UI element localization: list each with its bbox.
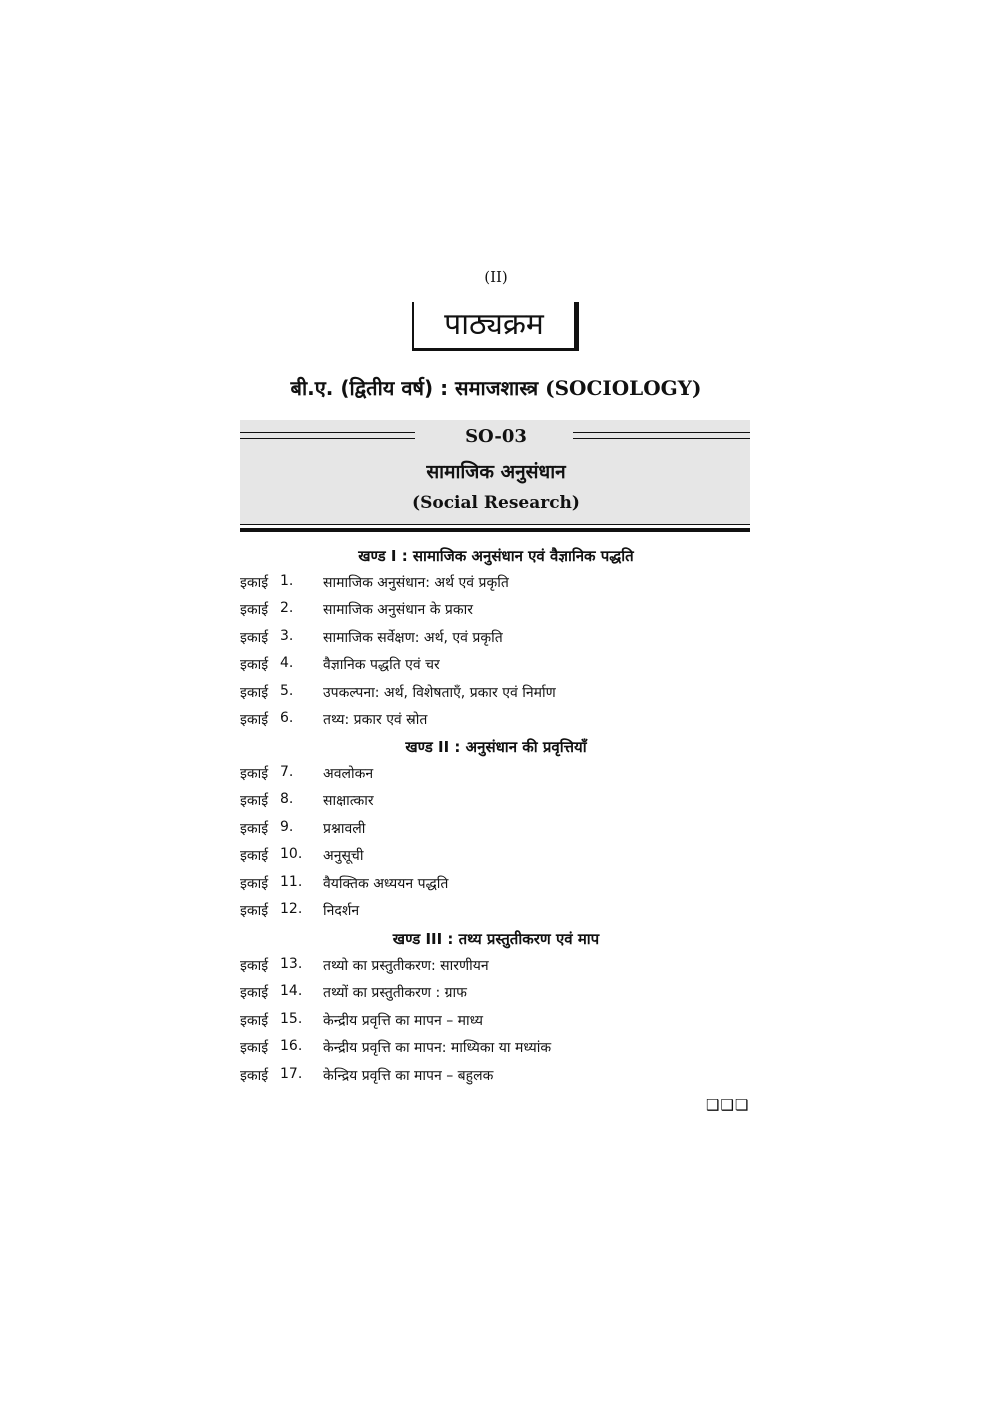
unit-row [240,874,750,896]
unit-row [240,983,750,1005]
unit-label: इकाई [240,1067,269,1084]
unit-title: तथ्यों का प्रस्तुतीकरण : ग्राफ [323,985,467,1002]
unit-number: 5. [280,682,294,699]
unit-title: वैज्ञानिक पद्धति एवं चर [323,657,440,674]
unit-row [240,956,750,978]
unit-title: अवलोकन [323,766,374,782]
unit-row [240,600,750,622]
section-heading: खण्ड I : सामाजिक अनुसंधान एवं वैज्ञानिक पद्धति [358,547,634,565]
unit-title: केन्द्रीय प्रवृत्ति का मापन – माध्य [323,1012,484,1029]
unit-label: इकाई [240,958,269,974]
page-title: पाठ्यक्रम [412,302,579,351]
unit-label: इकाई [240,712,269,728]
unit-row [240,1066,750,1088]
section-heading: खण्ड III : तथ्य प्रस्तुतीकरण एवं माप [392,930,600,948]
unit-number: 16. [280,1038,303,1055]
section-heading: खण्ड II : अनुसंधान की प्रवृत्तियाँ [405,738,587,756]
unit-label: इकाई [240,985,269,1002]
subtitle [0,374,992,401]
unit-title: प्रश्नावली [323,820,366,837]
unit-row [240,573,750,595]
unit-title: साक्षात्कार [323,793,374,810]
unit-number: 13. [280,956,303,972]
unit-row [240,628,750,650]
subtitle-hindi: बी.ए. (द्वितीय वर्ष) : समाजशास्त्र [290,376,539,400]
unit-row [240,1038,750,1060]
unit-row [240,710,750,732]
course-code: SO-03 [465,426,527,447]
unit-title: निदर्शन [323,903,360,919]
unit-row [240,683,750,705]
unit-number: 9. [280,818,294,835]
page-number: (II) [484,268,508,286]
unit-title: अनुसूची [323,848,364,865]
unit-label: इकाई [240,1040,269,1057]
unit-number: 11. [280,873,303,890]
unit-title: केन्द्रिय प्रवृत्ति का मापन – बहुलक [323,1067,494,1084]
unit-label: इकाई [240,657,269,674]
unit-title: तथ्य: प्रकार एवं स्रोत [323,712,428,728]
unit-label: इकाई [240,848,269,865]
unit-row [240,846,750,868]
unit-number: 14. [280,983,303,1000]
unit-number: 17. [280,1065,303,1082]
unit-row [240,655,750,677]
unit-title: केन्द्रीय प्रवृत्ति का मापन: माध्यिका या मध्यांक [323,1040,552,1057]
unit-title: सामाजिक सर्वेक्षण: अर्थ, एवं प्रकृति [323,629,503,646]
unit-label: इकाई [240,1012,269,1029]
unit-title: सामाजिक अनुसंधान के प्रकार [323,602,473,619]
unit-label: इकाई [240,684,269,701]
unit-label: इकाई [240,820,269,837]
unit-label: इकाई [240,766,269,782]
unit-number: 7. [280,764,294,780]
unit-label: इकाई [240,875,269,892]
unit-title: सामाजिक अनुसंधान: अर्थ एवं प्रकृति [323,575,509,591]
unit-label: इकाई [240,903,269,919]
unit-number: 8. [280,791,294,808]
divider [240,524,750,525]
unit-label: इकाई [240,602,269,619]
course-title-hindi: सामाजिक अनुसंधान [426,461,566,483]
unit-row [240,901,750,923]
end-mark: ❑❑❏ [706,1096,750,1114]
course-title-english: (Social Research) [412,493,580,513]
unit-row [240,819,750,841]
unit-row [240,764,750,786]
unit-row [240,791,750,813]
unit-number: 6. [280,710,294,726]
divider-thick [240,528,750,532]
unit-number: 1. [280,573,294,589]
unit-number: 4. [280,655,294,672]
unit-title: तथ्यो का प्रस्तुतीकरण: सारणीयन [323,958,489,974]
unit-number: 10. [280,846,303,863]
unit-title: उपकल्पना: अर्थ, विशेषताएँ, प्रकार एवं निर्माण [323,684,556,701]
unit-label: इकाई [240,793,269,810]
unit-row [240,1011,750,1033]
unit-number: 3. [280,627,294,644]
unit-number: 15. [280,1010,303,1027]
unit-number: 12. [280,901,303,917]
unit-title: वैयक्तिक अध्ययन पद्धति [323,875,449,892]
unit-label: इकाई [240,629,269,646]
subtitle-english: (SOCIOLOGY) [545,376,702,400]
unit-label: इकाई [240,575,269,591]
unit-number: 2. [280,600,294,617]
